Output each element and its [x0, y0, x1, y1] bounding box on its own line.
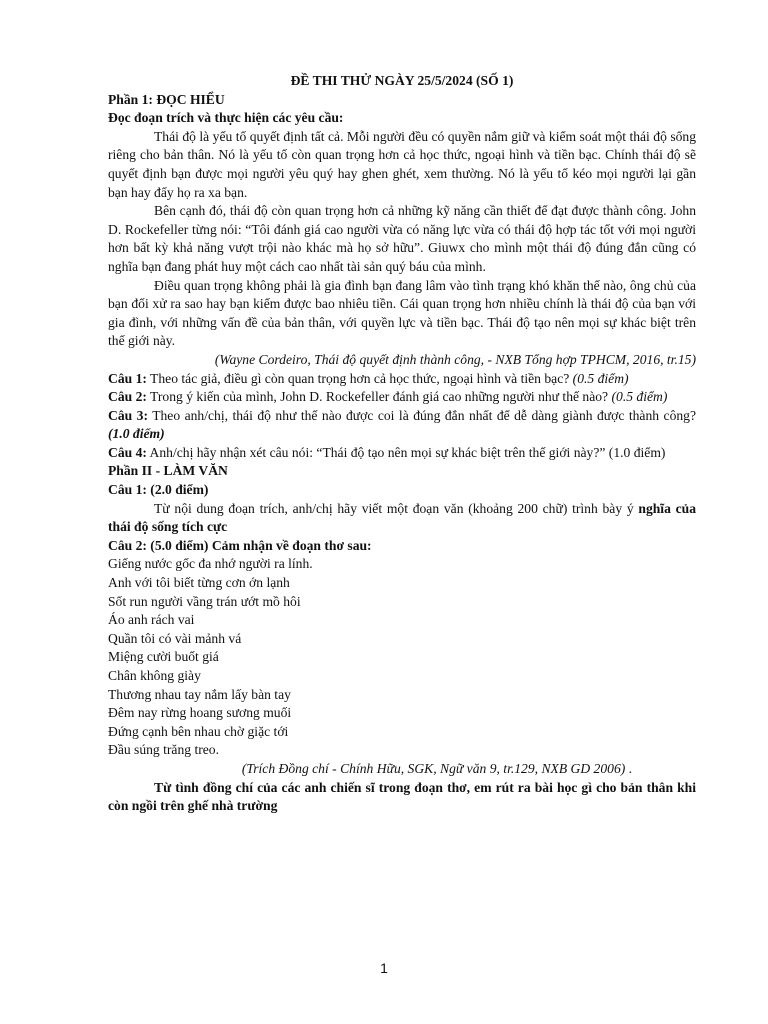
- question-2: [108, 388, 696, 407]
- question-1-label: Câu 1:: [108, 370, 147, 386]
- document-page: [108, 72, 696, 816]
- part2-question-1-label: Câu 1: (2.0 điểm): [108, 482, 209, 498]
- question-1-score: (0.5 điểm): [572, 370, 629, 386]
- part2-question-1-body: Từ nội dung đoạn trích, anh/chị hãy viết một đoạn văn (khoảng 200 chữ) trình bày ý: [154, 500, 639, 516]
- question-3: [108, 407, 696, 444]
- question-1: [108, 370, 696, 389]
- passage-paragraph-3: Điều quan trọng không phải là gia đình bạn đang lâm vào tình trạng khó khăn thế nào, ông chủ của bạn đối xử ra sao hay bạn kiếm được bao nhiêu tiền. Cái quan trọng hơn nhiều chính là thái độ của bạn với gia đình, với những vấn đề của bản thân, với quyền lực và tiền bạc. Thái độ tạo nên mọi sự khác biệt trên thế giới này.: [108, 277, 696, 349]
- poem-line: Áo anh rách vai: [108, 612, 195, 628]
- poem-line: Quần tôi có vài mảnh vá: [108, 630, 242, 646]
- part2-question-1-bold: nghĩa của thái độ sống tích cực: [108, 500, 697, 535]
- page-number: 1: [380, 960, 388, 976]
- poem-line: Đứng cạnh bên nhau chờ giặc tới: [108, 723, 289, 739]
- poem-line: Anh với tôi biết từng cơn ớn lạnh: [108, 575, 290, 591]
- poem: [108, 555, 696, 760]
- passage-paragraph-1: Thái độ là yếu tố quyết định tất cả. Mỗi người đều có quyền nắm giữ và kiểm soát một thái độ sống riêng cho bản thân. Nó là yếu tố còn quan trọng hơn cả học thức, ngoại hình và tiền bạc. Chính thái độ sẽ quyết định bạn được mọi người yêu quý hay ghen ghét, xem thường. Nó là yếu tố kéo mọi người lại gần bạn hay đẩy họ ra xa bạn.: [108, 128, 696, 200]
- passage-paragraph-2: Bên cạnh đó, thái độ còn quan trọng hơn cả những kỹ năng cần thiết để đạt được thành công. John D. Rockefeller từng nói: “Tôi đánh giá cao người vừa có năng lực vừa có thái độ hợp tác tốt với mọi người hơn bất kỳ khả năng vượt trội nào khác mà họ sở hữu”. Giuwx cho mình một thái độ đúng đắn cũng có nghĩa bạn đang phát huy một cách cao nhất tài sản quý báu của mình.: [108, 203, 696, 274]
- poem-line: Đầu súng trăng treo.: [108, 742, 219, 758]
- poem-line: Miệng cười buốt giá: [108, 649, 219, 665]
- poem-line: Thương nhau tay nắm lấy bàn tay: [108, 686, 291, 702]
- question-1-text: Theo tác giả, điều gì còn quan trọng hơn cả học thức, ngoại hình và tiền bạc?: [146, 370, 573, 386]
- poem-source-line: [108, 760, 696, 779]
- question-3-label: Câu 3:: [108, 407, 148, 423]
- part2-heading: Phần II - LÀM VĂN: [108, 463, 228, 479]
- passage-source: (Wayne Cordeiro, Thái độ quyết định thành công, - NXB Tổng hợp TPHCM, 2016, tr.15): [214, 351, 696, 367]
- poem-line: Sốt run người vầng trán ướt mồ hôi: [108, 593, 301, 609]
- question-4: [108, 444, 696, 463]
- question-3-score: (1.0 điểm): [108, 426, 165, 442]
- part1-heading: Phần 1: ĐỌC HIỂU: [108, 91, 225, 107]
- poem-line: Giếng nước gốc đa nhớ người ra lính.: [108, 556, 313, 572]
- question-4-text: Anh/chị hãy nhận xét câu nói: “Thái độ tạo nên mọi sự khác biệt trên thế giới này?” (1.0 điểm): [146, 444, 666, 460]
- question-2-text: Trong ý kiến của mình, John D. Rockefeller đánh giá cao những người như thế nào?: [146, 389, 612, 405]
- question-2-score: (0.5 điểm): [611, 389, 668, 405]
- poem-line: Đêm nay rừng hoang sương muối: [108, 705, 292, 721]
- poem-source-suffix: .: [625, 760, 633, 776]
- part2-question-1-text: [108, 500, 696, 537]
- poem-line: Chân không giày: [108, 668, 201, 683]
- part1-instruction: Đọc đoạn trích và thực hiện các yêu cầu:: [108, 110, 344, 126]
- poem-source: (Trích Đồng chí - Chính Hữu, SGK, Ngữ văn 9, tr.129, NXB GD 2006): [241, 760, 626, 776]
- part2-question-2-label: Câu 2: (5.0 điểm) Cảm nhận về đoạn thơ sau:: [108, 537, 372, 553]
- question-2-label: Câu 2:: [108, 389, 147, 405]
- final-question: Từ tình đồng chí của các anh chiến sĩ trong đoạn thơ, em rút ra bài học gì cho bản thân khi còn ngồi trên ghế nhà trường: [108, 779, 696, 814]
- exam-title: ĐỀ THI THỬ NGÀY 25/5/2024 (SỐ 1): [290, 73, 514, 88]
- question-3-text: Theo anh/chị, thái độ như thế nào được coi là đúng đắn nhất để dễ dàng giành được thành công?: [147, 407, 696, 423]
- question-4-label: Câu 4:: [108, 444, 147, 460]
